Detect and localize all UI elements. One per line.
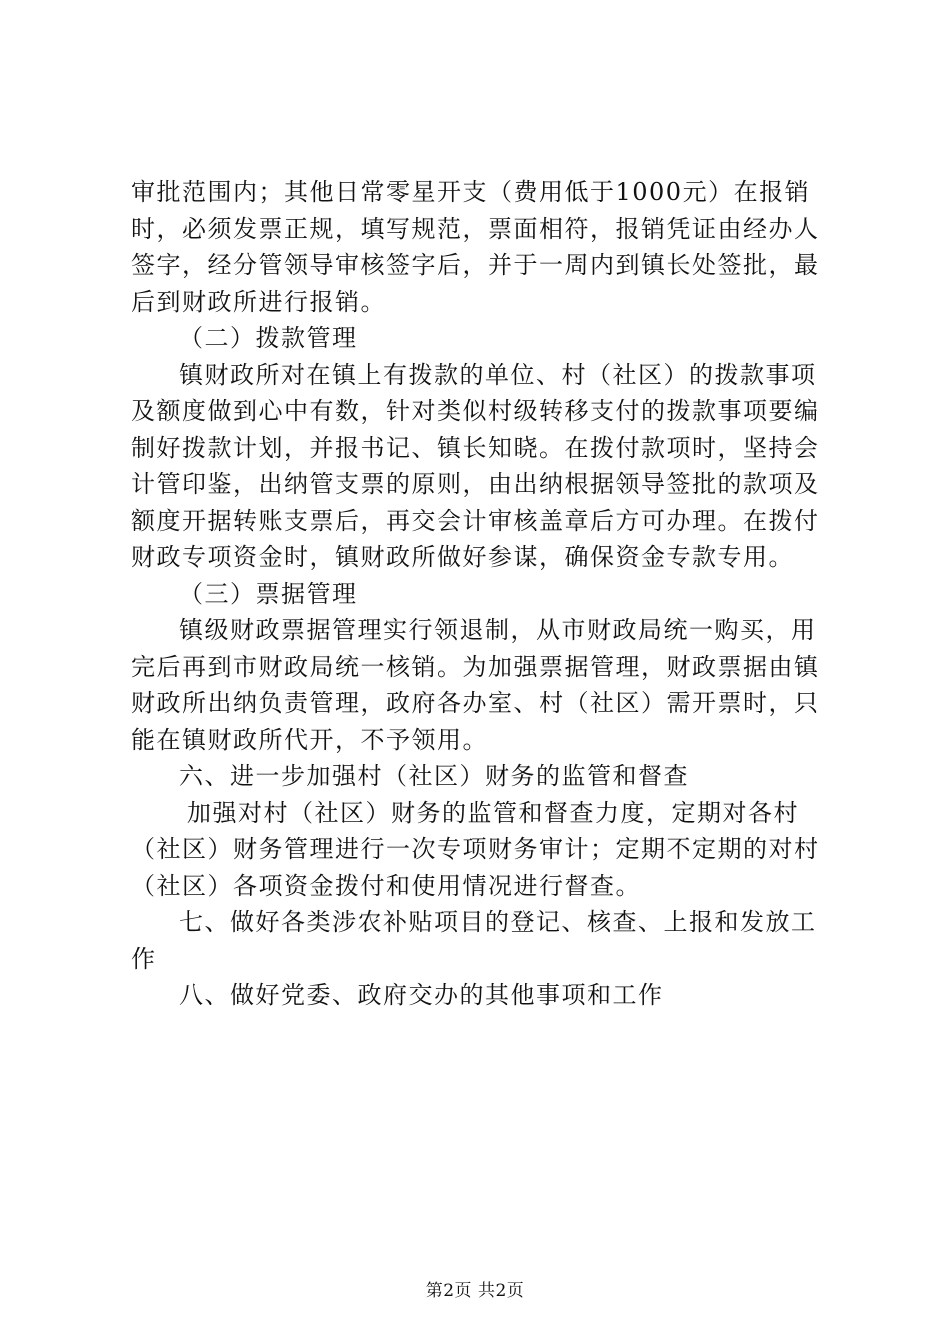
document-body bbox=[131, 174, 836, 1014]
heading-village-supervision: 六、进一步加强村（社区）财务的监管和督查 bbox=[179, 762, 689, 790]
paragraph-allocation-management: 镇财政所对在镇上有拨款的单位、村（社区）的拨款事项及额度做到心中有数，针对类似村级转移支付的拨款事项要编制好拨款计划，并报书记、镇长知晓。在拨付款项时，坚持会计管印鉴，出纳管支票的原则，由出纳根据领导签批的款项及额度开据转账支票后，再交会计审核盖章后方可办理。在拨付财政专项资金时，镇财政所做好参谋，确保资金专款专用。 bbox=[131, 360, 820, 571]
heading-other-matters: 八、做好党委、政府交办的其他事项和工作 bbox=[179, 981, 664, 1009]
paragraph-approval-scope: 审批范围内；其他日常零星开支（费用低于1000元）在报销时，必须发票正规，填写规范，票面相符，报销凭证由经办人签字，经分管领导审核签字后，并于一周内到镇长处签批，最后到财政所进行报销。 bbox=[131, 178, 820, 316]
paragraph-village-supervision: 加强对村（社区）财务的监管和督查力度，定期对各村（社区）财务管理进行一次专项财务审计；定期不定期的对村（社区）各项资金拨付和使用情况进行督查。 bbox=[131, 798, 820, 900]
heading-bill-management: （三）票据管理 bbox=[179, 579, 358, 608]
heading-allocation-management: （二）拨款管理 bbox=[179, 324, 358, 352]
paragraph-bill-management: 镇级财政票据管理实行领退制，从市财政局统一购买，用完后再到市财政局统一核销。为加强票据管理，财政票据由镇财政所出纳负责管理，政府各办室、村（社区）需开票时，只能在镇财政所代开，不予领用。 bbox=[131, 616, 820, 754]
page-number-footer: 第2页 共2页 bbox=[425, 1281, 525, 1301]
heading-subsidy-projects: 七、做好各类涉农补贴项目的登记、核查、上报和发放工作 bbox=[131, 908, 817, 973]
